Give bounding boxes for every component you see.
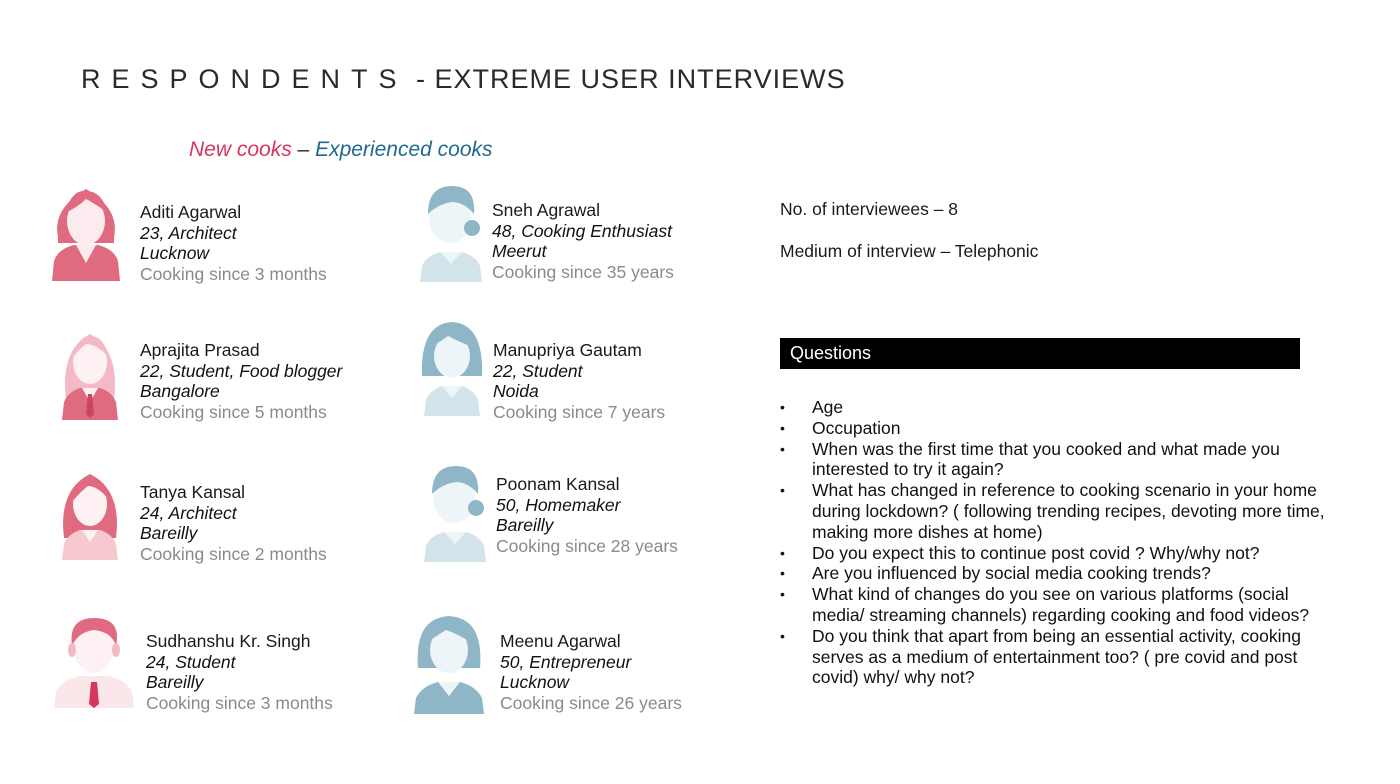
respondent-cooking-since: Cooking since 7 years bbox=[493, 402, 666, 423]
cook-type-legend bbox=[189, 138, 493, 162]
woman-bun-icon bbox=[416, 184, 486, 282]
woman-bob-icon bbox=[420, 320, 484, 416]
respondent-age-occupation: 24, Student bbox=[146, 651, 236, 672]
question-item: • Do you expect this to continue post covid ? Why/why not? bbox=[780, 543, 1340, 564]
respondent-age-occupation: 24, Architect bbox=[140, 502, 237, 523]
respondent-name: Tanya Kansal bbox=[140, 482, 246, 502]
woman-long-hair-tie-icon bbox=[58, 330, 122, 420]
respondent-name: Meenu Agarwal bbox=[500, 631, 621, 651]
respondent-name: Sudhanshu Kr. Singh bbox=[146, 631, 311, 651]
title-spaced: RESPONDENTS bbox=[81, 64, 408, 94]
respondent-name: Aprajita Prasad bbox=[140, 340, 260, 360]
respondent-name: Manupriya Gautam bbox=[493, 340, 642, 360]
interview-medium: Medium of interview – Telephonic bbox=[780, 241, 1039, 261]
legend-new-cooks: New cooks bbox=[189, 138, 292, 161]
respondent-city: Meerut bbox=[492, 241, 547, 262]
questions-list bbox=[780, 397, 1340, 688]
question-item: • Age bbox=[780, 397, 1340, 418]
question-item: • What kind of changes do you see on various platforms (social media/ streaming channels) regarding cooking and food videos? bbox=[780, 584, 1340, 626]
woman-bun-icon bbox=[420, 464, 490, 562]
man-tie-icon bbox=[52, 614, 136, 708]
woman-short-hair-icon bbox=[50, 185, 122, 281]
respondent-age-occupation: 48, Cooking Enthusiast bbox=[492, 220, 672, 241]
respondent-cooking-since: Cooking since 35 years bbox=[492, 262, 674, 283]
respondent-cooking-since: Cooking since 2 months bbox=[140, 544, 327, 565]
woman-jacket-icon bbox=[412, 614, 486, 714]
respondent-name: Aditi Agarwal bbox=[140, 202, 242, 222]
respondent-age-occupation: 50, Homemaker bbox=[496, 494, 621, 515]
page-title bbox=[81, 64, 846, 95]
woman-long-hair-icon bbox=[58, 472, 122, 560]
respondent-city: Bareilly bbox=[146, 672, 204, 693]
respondent-city: Bareilly bbox=[140, 523, 198, 544]
respondent-cooking-since: Cooking since 28 years bbox=[496, 536, 678, 557]
respondent-city: Noida bbox=[493, 381, 539, 402]
questions-header: Questions bbox=[780, 338, 1300, 369]
interviewee-count: No. of interviewees – 8 bbox=[780, 199, 959, 219]
respondent-cooking-since: Cooking since 26 years bbox=[500, 693, 682, 714]
respondent-city: Lucknow bbox=[500, 672, 570, 693]
question-item: • What has changed in reference to cooking scenario in your home during lockdown? ( following trending recipes, devoting more time, making more dishes at home) bbox=[780, 480, 1340, 542]
respondent-city: Bangalore bbox=[140, 381, 220, 402]
respondent-age-occupation: 22, Student, Food blogger bbox=[140, 360, 343, 381]
respondent-cooking-since: Cooking since 5 months bbox=[140, 402, 327, 423]
respondent-city: Bareilly bbox=[496, 515, 554, 536]
respondent-age-occupation: 23, Architect bbox=[140, 222, 237, 243]
title-rest: - EXTREME USER INTERVIEWS bbox=[407, 64, 846, 94]
respondent-age-occupation: 50, Entrepreneur bbox=[500, 651, 632, 672]
respondent-city: Lucknow bbox=[140, 243, 210, 264]
respondent-cooking-since: Cooking since 3 months bbox=[146, 693, 333, 714]
question-item: • Do you think that apart from being an essential activity, cooking serves as a medium of entertainment too? ( pre covid and post covid) why/ why not? bbox=[780, 626, 1340, 688]
question-item: • Are you influenced by social media cooking trends? bbox=[780, 563, 1340, 584]
respondent-name: Sneh Agrawal bbox=[492, 200, 600, 220]
respondent-name: Poonam Kansal bbox=[496, 474, 620, 494]
respondent-cooking-since: Cooking since 3 months bbox=[140, 264, 327, 285]
legend-separator: – bbox=[291, 138, 316, 161]
question-item: • Occupation bbox=[780, 418, 1340, 439]
respondent-age-occupation: 22, Student bbox=[493, 360, 583, 381]
legend-experienced-cooks: Experienced cooks bbox=[315, 138, 493, 161]
question-item: • When was the first time that you cooked and what made you interested to try it again? bbox=[780, 439, 1340, 481]
